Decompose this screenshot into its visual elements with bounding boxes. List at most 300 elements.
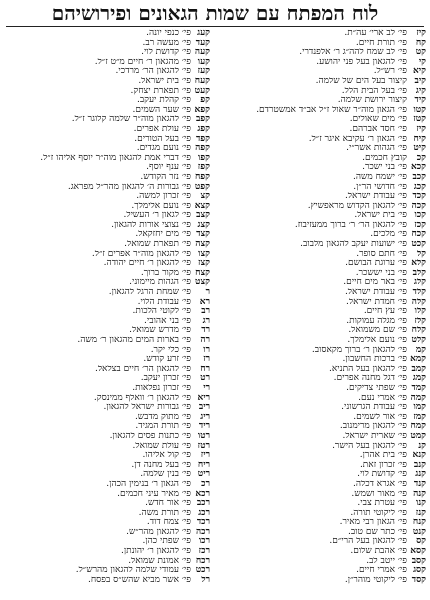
index-entry — [220, 87, 426, 97]
index-entry — [4, 202, 210, 212]
entry-ref: רט — [200, 374, 210, 384]
entry-ref: קפא — [194, 105, 210, 115]
entry-ref: קיד — [414, 96, 426, 106]
index-entry — [220, 135, 426, 145]
entry-ref: ריט — [197, 470, 210, 480]
index-entry — [4, 384, 210, 394]
entry-text: פי׳ שמחת הרגל להגאון. — [108, 288, 191, 298]
entry-text: פי׳ ערוגת הבושם. — [345, 259, 407, 269]
entry-text: פי׳ זכרון למשה. — [136, 192, 191, 202]
index-entry — [220, 442, 426, 452]
entry-text: פי׳ אמונת שמואל. — [128, 556, 191, 566]
entry-ref: קפג — [197, 124, 210, 134]
entry-text: פי׳ הגאון ר׳ עקיבא איגר ז״ל. — [308, 134, 407, 144]
index-entry — [220, 307, 426, 317]
entry-ref: קלו — [414, 307, 426, 317]
index-entry — [4, 106, 210, 116]
entry-ref: רכח — [195, 556, 210, 566]
entry-text: פי׳ קדושת לוי. — [141, 48, 191, 58]
entry-text: פי׳ ליקוטי מוהר״ן. — [344, 575, 407, 585]
entry-ref: קכב — [412, 172, 426, 182]
entry-ref: ריב — [198, 403, 210, 413]
entry-text: פי׳ להגאון הר׳ מרדכי. — [115, 67, 191, 77]
entry-text: פי׳ מתוק מדבש. — [134, 412, 191, 422]
entry-ref: קמט — [410, 431, 426, 441]
entry-text: פי׳ ייטב לב. — [366, 556, 407, 566]
index-entry — [4, 163, 210, 173]
index-entry — [220, 432, 426, 442]
entry-text: פי׳ חמדת ישראל. — [346, 297, 407, 307]
entry-text: פי׳ בארות המים מהגאון ר׳ משה. — [77, 336, 191, 345]
entry-text: פי׳ כתנות פסים להגאון. — [109, 431, 191, 441]
entry-text: פי׳ שפתי צדיקים. — [346, 383, 407, 393]
entry-ref: קיט — [413, 144, 426, 154]
index-entry — [220, 326, 426, 336]
entry-ref: רכא — [195, 489, 210, 499]
entry-text: פי׳ חתם סופר. — [356, 249, 407, 259]
entry-ref: רכז — [198, 547, 210, 557]
index-entry — [4, 87, 210, 97]
index-entry — [220, 29, 426, 39]
entry-text: פי׳ קול אליהו. — [142, 451, 191, 461]
entry-text: פי׳ נזר הקודש. — [140, 172, 191, 182]
index-entry — [4, 48, 210, 58]
entry-text: פי׳ מלכים. — [370, 230, 407, 240]
index-entry — [4, 547, 210, 557]
index-entry — [4, 96, 210, 106]
entry-text: פי׳ להגאון ר׳ ברוך מקאסוב. — [311, 345, 407, 355]
index-entry — [220, 48, 426, 58]
entry-text: פי׳ מים יחזקאל. — [135, 230, 191, 240]
index-entry — [4, 77, 210, 87]
entry-ref: קפז — [197, 163, 210, 173]
entry-text: פי׳ להגאון בעל התניא. — [329, 364, 407, 374]
entry-ref: רכ — [201, 479, 210, 489]
entry-text: פי׳ בעל מחנה דן. — [131, 460, 191, 470]
index-entry — [4, 461, 210, 471]
index-entry — [4, 470, 210, 480]
entry-ref: קלח — [411, 326, 426, 336]
entry-text: פי׳ אשר מביא שהש״ס בפסח. — [87, 575, 191, 585]
entry-ref: קנז — [415, 508, 426, 518]
index-entry — [4, 221, 210, 231]
entry-text: פי׳ בני אהובי. — [144, 316, 191, 326]
index-entry — [4, 125, 210, 135]
entry-ref: קטז — [413, 115, 426, 125]
entry-text: פי׳ להגאון ר׳ יהונתן. — [120, 547, 191, 557]
entry-ref: רל — [201, 575, 210, 585]
entry-ref: קצא — [194, 201, 210, 211]
index-entry — [220, 547, 426, 557]
entry-ref: קנח — [412, 518, 426, 528]
entry-ref: קכ — [416, 153, 426, 163]
entry-ref: קצט — [195, 278, 210, 288]
entry-ref: קצב — [196, 211, 210, 221]
entry-ref: קיג — [415, 86, 426, 96]
index-entry — [4, 250, 210, 260]
entry-text: פי׳ מעשה רב. — [142, 38, 191, 48]
entry-text: פי׳ ישועות יעקב להגאון מלבוב. — [300, 240, 407, 250]
index-entry — [220, 298, 426, 308]
index-entry — [220, 144, 426, 154]
index-entry — [220, 115, 426, 125]
index-entry — [4, 154, 210, 164]
entry-ref: קי — [418, 57, 426, 67]
entry-ref: קפו — [197, 153, 210, 163]
index-entry — [4, 67, 210, 77]
entry-ref: קסג — [413, 566, 426, 576]
index-entry — [4, 509, 210, 519]
index-entry — [220, 96, 426, 106]
index-entry — [220, 336, 426, 346]
entry-ref: ריד — [198, 422, 210, 432]
index-entry — [220, 240, 426, 250]
entry-text: פי׳ ליקוטי תורה. — [350, 508, 407, 518]
entry-ref: קסב — [411, 556, 426, 566]
entry-text: פי׳ תפארת שמואל. — [124, 240, 191, 250]
entry-ref: קסד — [411, 575, 426, 585]
index-entry — [4, 499, 210, 509]
index-entry — [220, 461, 426, 471]
entry-text: פי׳ להגאון בעל הישר. — [332, 441, 407, 451]
entry-text: פי׳ דגל מחנה אפרים. — [333, 374, 407, 384]
entry-text: פי׳ בית ישראל. — [354, 211, 407, 221]
entry-ref: קח — [415, 38, 426, 48]
entry-ref: קלד — [412, 288, 426, 298]
index-entry — [220, 106, 426, 116]
entry-text: פי׳ מדרש שמואל. — [129, 326, 191, 336]
entry-ref: קצ — [200, 192, 210, 202]
entry-ref: קמז — [413, 412, 426, 422]
entry-text: פי׳ עמודי שלמה להגאון מהרש״ל. — [75, 566, 191, 576]
index-entry — [4, 355, 210, 365]
index-entry — [220, 163, 426, 173]
index-entry — [220, 365, 426, 375]
entry-text: פי׳ זכרון יעקב. — [140, 374, 191, 384]
index-entry — [220, 269, 426, 279]
entry-text: פי׳ להגאון הר׳ חיים בצלאל. — [94, 364, 191, 374]
entry-ref: קיב — [414, 76, 426, 86]
entry-ref: רטו — [197, 431, 210, 441]
entry-text: פי׳ דברי אמת להגאון מוה״ר יוסף אליהו ז״ל. — [40, 153, 191, 163]
entry-ref: קפה — [195, 144, 210, 154]
index-entry — [220, 288, 426, 298]
entry-text: פי׳ עבודת ישראל. — [344, 192, 407, 202]
index-entry — [220, 250, 426, 260]
entry-text: פי׳ חדושי הר״ן. — [353, 182, 407, 192]
entry-ref: רכג — [198, 508, 210, 518]
entry-ref: קלט — [411, 336, 426, 345]
entry-text: פי׳ אמרי נעם. — [358, 393, 407, 403]
index-entry — [220, 221, 426, 231]
entry-text: פי׳ לב שמח להה״ג ר׳ אלפנדרי. — [299, 48, 407, 58]
entry-ref: ריא — [197, 393, 210, 403]
entry-text: פי׳ ענף יוסף. — [146, 163, 191, 173]
entry-text: פי׳ נועם אלימלך. — [347, 336, 407, 345]
index-entry — [220, 67, 426, 77]
entry-text: פי׳ כלי יקר. — [150, 345, 191, 355]
entry-ref: קפ — [200, 96, 210, 106]
entry-text: פי׳ להגאון בעל פני יהושע. — [316, 57, 407, 67]
entry-text: פי׳ גבורות ה׳ להגאון מהר״ל מפראג. — [67, 182, 191, 192]
index-entry — [220, 413, 426, 423]
entry-ref: קלז — [414, 316, 426, 326]
index-entry — [220, 58, 426, 68]
index-entry — [220, 39, 426, 49]
entry-text: פי׳ להגאון בעל הרי״ם. — [329, 537, 407, 547]
index-entry — [220, 211, 426, 221]
entry-text: פי׳ מקור ברוך. — [140, 268, 191, 278]
entry-text: פי׳ מאור ושמש. — [351, 489, 407, 499]
entry-text: פי׳ רש״ל. — [373, 67, 407, 77]
index-entry — [4, 326, 210, 336]
entry-text: פי׳ זכרון נפלאות. — [132, 383, 191, 393]
entry-ref: קמה — [410, 393, 426, 403]
entry-ref: קכג — [413, 182, 426, 192]
entry-ref: רא — [199, 297, 210, 307]
entry-ref: קמג — [412, 374, 426, 384]
entry-text: פי׳ נועם אלימלך. — [131, 201, 191, 211]
index-entry — [220, 576, 426, 586]
index-column-left — [4, 29, 210, 597]
entry-text: פי׳ חסד אברהם. — [349, 124, 407, 134]
entry-ref: קלג — [414, 278, 426, 288]
index-entry — [220, 346, 426, 356]
index-entry — [220, 192, 426, 202]
entry-text: פי׳ בני יששכר. — [355, 268, 407, 278]
entry-ref: קכט — [411, 240, 426, 250]
entry-ref: קצה — [195, 240, 210, 250]
entry-text: פי׳ לקוטי הלכות. — [132, 307, 191, 317]
entry-ref: קפט — [194, 182, 210, 192]
entry-text: פי׳ עבודת ישראל. — [344, 288, 407, 298]
entry-ref: קצד — [196, 230, 210, 240]
index-entry — [4, 557, 210, 567]
index-entry — [4, 365, 210, 375]
entry-ref: רטז — [197, 441, 210, 451]
entry-text: פי׳ מהגאון ר׳ חיים מ״ט ז״ל. — [94, 57, 191, 67]
entry-text: פי׳ להגאון ר׳ חיים יהודה. — [103, 259, 191, 269]
index-entry — [220, 422, 426, 432]
entry-text: פי׳ להגאון מהר״ש. — [126, 527, 191, 537]
index-entry — [4, 211, 210, 221]
entry-ref: קיח — [413, 134, 426, 144]
entry-text: פי׳ הגאון מוה״ר שאול ז״ל אב״ד אמשטרדם. — [256, 105, 407, 115]
entry-ref: קכו — [414, 211, 426, 221]
index-entry — [220, 183, 426, 193]
entry-ref: קפד — [195, 134, 210, 144]
entry-text: פי׳ ברכות החשבון. — [342, 355, 407, 365]
index-entry — [4, 259, 210, 269]
entry-text: קובץ חכמים. — [362, 153, 407, 163]
index-entry — [4, 346, 210, 356]
index-entry — [220, 173, 426, 183]
entry-text: פי׳ תורת משה. — [138, 508, 191, 518]
entry-ref: קמא — [410, 355, 426, 365]
entry-text: קיצור בעל הים של שלמה. — [315, 76, 407, 86]
entry-ref: קל — [416, 249, 426, 259]
index-entry — [220, 490, 426, 500]
entry-text: פי׳ בעל הטורים. — [134, 134, 191, 144]
entry-text: פי׳ תורת חיים. — [355, 38, 407, 48]
index-entry — [4, 29, 210, 39]
entry-text: פי׳ להגאון מוה״ר אפרים ז״ל. — [91, 249, 191, 259]
index-entry — [4, 336, 210, 346]
entry-ref: קנו — [415, 499, 426, 509]
index-entry — [4, 442, 210, 452]
index-entry — [4, 183, 210, 193]
entry-text: פי׳ כנפי יונה. — [146, 29, 191, 38]
index-entry — [220, 384, 426, 394]
entry-text: פי׳ בעל הבית הלל. — [341, 86, 407, 96]
index-entry — [220, 355, 426, 365]
entry-ref: רכט — [195, 566, 210, 576]
entry-text: פי׳ להגאון הר׳ ר׳ ברוך ממעזיבוז. — [294, 220, 407, 230]
index-entry — [220, 317, 426, 327]
entry-text: פי׳ ישמח משה. — [352, 172, 407, 182]
index-entry — [4, 230, 210, 240]
entry-ref: קעג — [197, 29, 210, 38]
index-entry — [220, 509, 426, 519]
entry-ref: קטו — [413, 105, 426, 115]
index-entry — [4, 480, 210, 490]
index-entry — [220, 259, 426, 269]
entry-ref: קצו — [198, 249, 210, 259]
index-columns — [4, 29, 426, 597]
index-entry — [220, 403, 426, 413]
index-entry — [4, 432, 210, 442]
entry-ref: קמד — [411, 383, 426, 393]
entry-text: פי׳ לגאון ר׳ העשיל. — [123, 211, 191, 221]
entry-text: פי׳ הגהות מיימוני. — [129, 278, 191, 288]
index-entry — [4, 537, 210, 547]
entry-ref: רו — [203, 345, 210, 355]
entry-text: פי׳ שפתי כהן. — [142, 537, 191, 547]
entry-ref: קעז — [197, 67, 210, 77]
entry-ref: קעו — [197, 57, 210, 67]
entry-ref: קנט — [412, 527, 426, 537]
index-entry — [220, 470, 426, 480]
index-entry — [4, 422, 210, 432]
entry-text: פי׳ בית אהרן. — [359, 451, 407, 461]
entry-ref: קנ — [418, 441, 426, 451]
index-entry — [4, 240, 210, 250]
index-entry — [4, 528, 210, 538]
entry-text: פי׳ אגרא דכלה. — [352, 479, 407, 489]
index-entry — [220, 537, 426, 547]
entry-text: פי׳ אמרי חיים. — [356, 566, 407, 576]
entry-text: פי׳ שם משמואל. — [348, 326, 407, 336]
entry-ref: רז — [203, 355, 210, 365]
entry-ref: קמ — [415, 345, 426, 355]
index-entry — [4, 173, 210, 183]
index-entry — [220, 528, 426, 538]
entry-text: פי׳ אהבת שלום. — [350, 547, 407, 557]
entry-ref: קסא — [410, 547, 426, 557]
entry-ref: קלה — [411, 297, 426, 307]
index-entry — [4, 192, 210, 202]
entry-text: פי׳ להגאון מוה״ר שלמה קלוגר ז״ל. — [71, 115, 191, 125]
entry-ref: קפב — [195, 115, 210, 125]
entry-text: פי׳ צמח דוד. — [146, 518, 191, 528]
index-entry — [220, 518, 426, 528]
entry-text: פי׳ גבורות ישראל להגאון. — [103, 403, 191, 413]
entry-ref: רד — [201, 326, 210, 336]
entry-text: פי׳ אור לשמים. — [353, 412, 407, 422]
entry-text: פי׳ נועם מגדים. — [136, 144, 191, 154]
page-title: לוח המפתח עם שמות הגאונים ופירושיהם — [51, 1, 379, 25]
entry-ref: קכח — [411, 230, 426, 240]
entry-ref: קנג — [415, 470, 426, 480]
entry-ref: קעט — [194, 86, 210, 96]
entry-text: פי׳ להגאון מרימנוב. — [339, 422, 407, 432]
index-entry — [220, 202, 426, 212]
entry-ref: קכז — [414, 220, 426, 230]
entry-ref: קנד — [413, 479, 426, 489]
entry-text: פי׳ מים שאולים. — [349, 115, 407, 125]
entry-text: פי׳ עבודת הגרשוני. — [341, 403, 407, 413]
index-entry — [4, 566, 210, 576]
entry-ref: קמח — [410, 422, 426, 432]
index-entry — [4, 135, 210, 145]
entry-ref: רכב — [196, 499, 210, 509]
entry-text: פי׳ עולת אפרים. — [133, 124, 191, 134]
entry-ref: קנב — [413, 460, 426, 470]
index-entry — [220, 154, 426, 164]
entry-text: פי׳ כתר שם טוב. — [348, 527, 407, 537]
entry-ref: קצז — [197, 259, 210, 269]
entry-text: פי׳ קדושת לוי. — [357, 470, 407, 480]
entry-text: פי׳ זכרון זאת. — [359, 460, 407, 470]
index-entry — [220, 499, 426, 509]
entry-text: פי׳ תפארת יצחק. — [130, 86, 191, 96]
entry-ref: רכה — [196, 527, 210, 537]
entry-ref: קפח — [194, 172, 210, 182]
index-entry — [4, 307, 210, 317]
index-entry — [220, 557, 426, 567]
index-entry — [220, 374, 426, 384]
entry-ref: ריג — [200, 412, 210, 422]
entry-text: פי׳ מגלה עמוקות. — [346, 316, 407, 326]
index-entry — [4, 288, 210, 298]
index-entry — [220, 394, 426, 404]
index-entry — [4, 490, 210, 500]
index-entry — [4, 451, 210, 461]
entry-text: פי׳ לב ארי׳ עה״ת. — [344, 29, 407, 38]
entry-ref: רג — [202, 316, 210, 326]
entry-text: פי׳ להגאון הקדוש מראפשיץ. — [307, 201, 407, 211]
entry-text: קיצור ירושת שלמה. — [337, 96, 407, 106]
entry-ref: קנה — [413, 489, 426, 499]
index-entry — [4, 144, 210, 154]
entry-ref: קעד — [195, 38, 210, 48]
entry-text: פי׳ עץ חיים. — [363, 307, 407, 317]
entry-text: פי׳ באר מים חיים. — [343, 278, 407, 288]
entry-ref: קנא — [412, 451, 426, 461]
entry-ref: קכה — [411, 201, 426, 211]
index-entry — [220, 77, 426, 87]
entry-text: פי׳ נצוצי אורות להגאון. — [111, 220, 191, 230]
entry-text: פי׳ קהלת יעקב. — [136, 96, 191, 106]
entry-ref: רה — [200, 336, 210, 345]
entry-text: פי׳ זרע קודש. — [143, 355, 191, 365]
entry-text: פי׳ הגאון רבי מאיר. — [339, 518, 407, 528]
entry-ref: קלב — [412, 268, 426, 278]
index-entry — [220, 230, 426, 240]
entry-text: פי׳ מאיר עיני חכמים. — [117, 489, 191, 499]
entry-ref: רח — [200, 364, 210, 374]
index-entry — [220, 566, 426, 576]
